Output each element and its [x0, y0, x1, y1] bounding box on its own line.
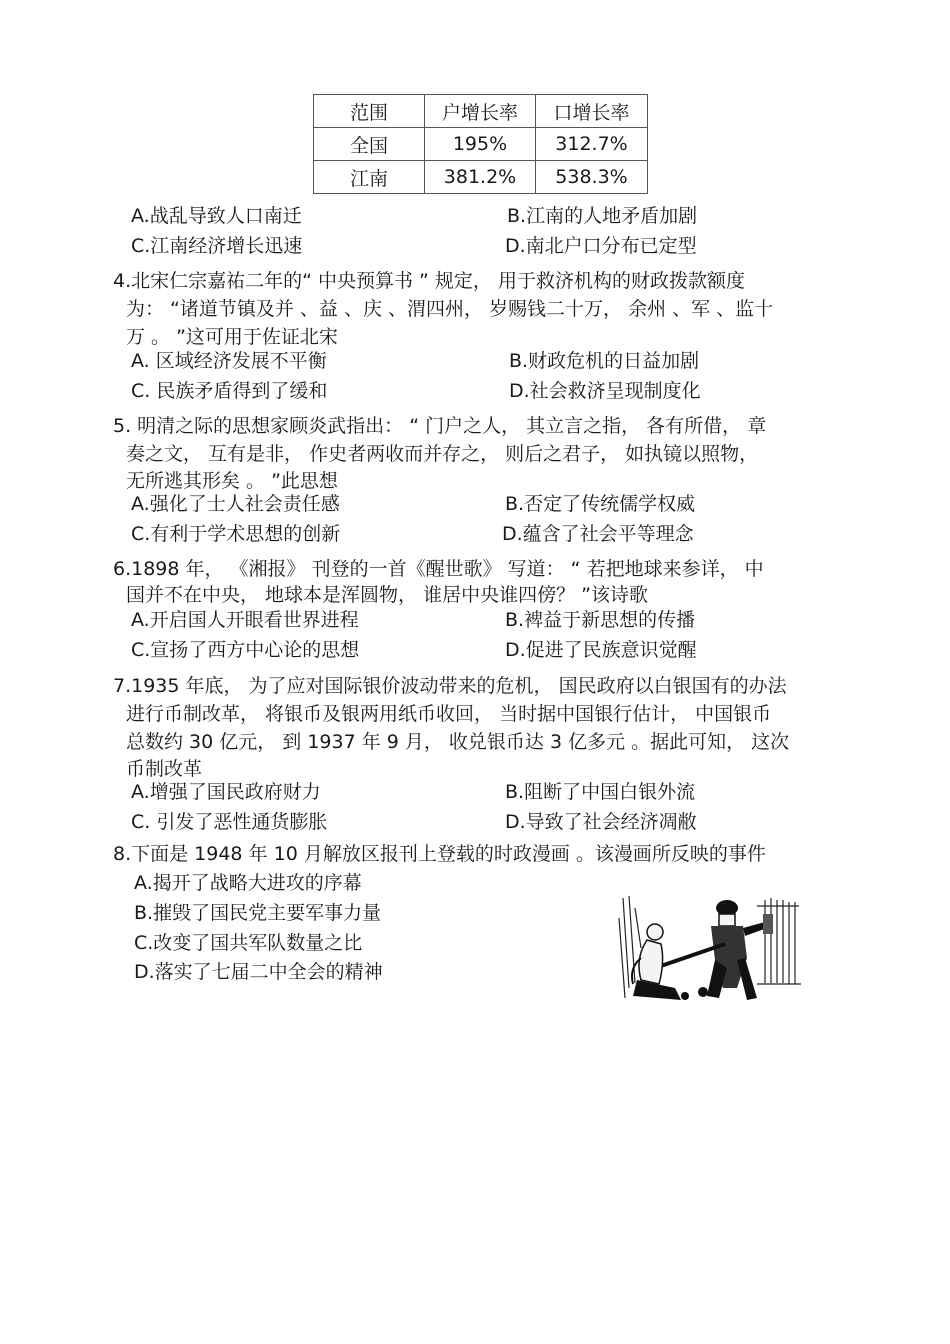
q5-option-b: B.否定了传统儒学权威: [505, 493, 696, 515]
table-cell: 全国: [314, 128, 425, 161]
q7-stem-line: 7.1935 年底， 为了应对国际银价波动带来的危机， 国民政府以白银国有的办法: [113, 675, 787, 697]
q8-option-a: A.揭开了战略大进攻的序幕: [134, 872, 362, 894]
table-cell: 312.7%: [536, 128, 648, 161]
q3-option-d: D.南北户口分布已定型: [505, 235, 697, 257]
q4-option-a: A. 区域经济发展不平衡: [131, 350, 327, 372]
q6-option-a: A.开启国人开眼看世界进程: [131, 609, 359, 631]
q5-option-a: A.强化了士人社会责任感: [131, 493, 340, 515]
q8-option-b: B.摧毁了国民党主要军事力量: [134, 902, 382, 924]
q3-option-b: B.江南的人地矛盾加剧: [507, 205, 698, 227]
q5-option-d: D.蕴含了社会平等理念: [502, 523, 694, 545]
q8-option-c: C.改变了国共军队数量之比: [134, 932, 363, 954]
table-cell: 381.2%: [425, 161, 536, 194]
table-header-cell: 范围: [314, 95, 425, 128]
q5-stem-line: 5. 明清之际的思想家顾炎武指出： “ 门户之人， 其立言之指， 各有所借， 章: [113, 415, 767, 437]
table-header-cell: 户增长率: [425, 95, 536, 128]
q4-stem-line: 4.北宋仁宗嘉祐二年的“ 中央预算书 ” 规定， 用于救济机构的财政拨款额度: [113, 270, 745, 292]
q8-stem-line: 8.下面是 1948 年 10 月解放区报刊上登载的时政漫画 。该漫画所反映的事件: [113, 843, 766, 865]
q7-stem-line: 币制改革: [126, 758, 203, 780]
q5-option-c: C.有利于学术思想的创新: [131, 523, 341, 545]
q3-option-c: C.江南经济增长迅速: [131, 235, 303, 257]
q6-option-d: D.促进了民族意识觉醒: [505, 639, 697, 661]
q7-stem-line: 进行币制改革， 将银币及银两用纸币收回， 当时据中国银行估计， 中国银币: [126, 703, 772, 725]
table-row: [314, 128, 648, 161]
q5-stem-line: 无所逃其形矣 。 ”此思想: [126, 470, 338, 492]
q7-option-a: A.增强了国民政府财力: [131, 781, 321, 803]
q6-stem-line: 国并不在中央， 地球本是浑圆物， 谁居中央谁四傍？ ”该诗歌: [126, 584, 648, 606]
table-header-cell: 口增长率: [536, 95, 648, 128]
q6-stem-line: 6.1898 年， 《湘报》 刊登的一首《醒世歌》 写道： “ 若把地球来参详， 中: [113, 558, 764, 580]
q4-option-c: C. 民族矛盾得到了缓和: [131, 380, 328, 402]
q6-option-b: B.裨益于新思想的传播: [505, 609, 696, 631]
table-header-row: [314, 95, 648, 128]
q8-option-d: D.落实了七届二中全会的精神: [134, 961, 383, 983]
table-row: [314, 161, 648, 194]
q7-option-b: B.阻断了中国白银外流: [505, 781, 696, 803]
q3-option-a: A.战乱导致人口南迁: [131, 205, 302, 227]
q4-option-b: B.财政危机的日益加剧: [509, 350, 700, 372]
q4-stem-line: 万 。 ”这可用于佐证北宋: [126, 326, 338, 348]
table-cell: 195%: [425, 128, 536, 161]
table-cell: 江南: [314, 161, 425, 194]
q4-option-d: D.社会救济呈现制度化: [509, 380, 701, 402]
q5-stem-line: 奏之文， 互有是非， 作史者两收而并存之， 则后之君子， 如执镜以照物，: [126, 443, 759, 465]
q6-option-c: C.宣扬了西方中心论的思想: [131, 639, 360, 661]
table-cell: 538.3%: [536, 161, 648, 194]
q7-option-d: D.导致了社会经济凋敝: [505, 811, 697, 833]
q4-stem-line: 为： “诸道节镇及并 、益 、庆 、渭四州， 岁赐钱二十万， 余州 、军 、监十: [126, 298, 774, 320]
growth-rate-table: [313, 94, 648, 194]
political-cartoon-image: [615, 888, 805, 1008]
q7-stem-line: 总数约 30 亿元， 到 1937 年 9 月， 收兑银币达 3 亿多元 。据此可知， 这次: [126, 731, 790, 753]
q7-option-c: C. 引发了恶性通货膨胀: [131, 811, 328, 833]
